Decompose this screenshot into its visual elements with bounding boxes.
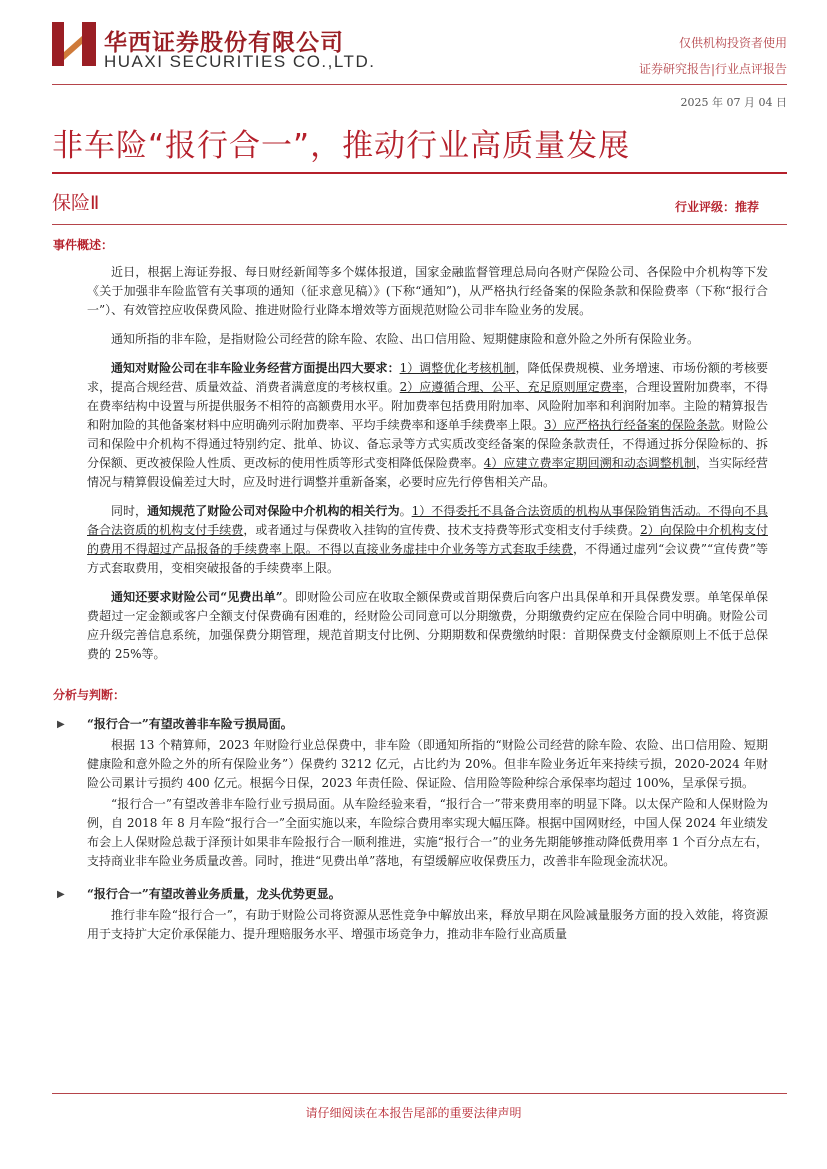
bullet-1-title: “报行合一”有望改善非车险亏损局面。 [87,717,293,731]
requirement-1-text: ，降低保费规模、业务增速、市场份额的考核要求，提高合规经营、质量效益、消费者满意度的考核权重。 [87,361,768,394]
industry-rating: 行业评级：推荐 [674,200,759,214]
intermediary-pre: 同时， [111,504,148,518]
intermediary-lead: 通知规范了财险公司对保险中介机构的相关行为 [147,504,400,518]
requirement-1: 1）调整优化考核机制 [399,361,516,375]
event-paragraph-5 [87,588,768,664]
intermediary-sep: 。 [399,504,412,518]
event-heading: 事件概述： [53,238,114,252]
analysis-paragraph-3: 推行非车险“报行合一”，有助于财险公司将资源从恶性竞争中解放出来，释放早期在风险减量服务方面的投入效能，将资源用于支持扩大定价承保能力、提升理赔服务水平、增强市场竞争力，推动非车险行业高质量 [87,908,768,941]
event-paragraph-3 [87,359,768,492]
sector-divider [52,224,787,225]
requirement-4-text: ，当实际经营情况与精算假设偏差过大时，应及时进行调整并重新备案，必要时应先行停售相关产品。 [87,456,768,489]
event-paragraph-1: 近日，根据上海证券报、每日财经新闻等多个媒体报道，国家金融监督管理总局向各财产保险公司、各保险中介机构等下发《关于加强非车险监管有关事项的通知（征求意见稿）》(下称“通知”)，从严格执行经备案的保险条款和保险费率（下称“报行合一”）、有效管控应收保费风险、推进财险行业降本增效等方面规范财险公司非车险业务的发展。 [87,265,768,317]
report-type: 证券研究报告|行业点评报告 [638,62,787,76]
bullet-triangle-icon: ▶ [57,889,65,900]
header-divider [52,84,787,85]
requirement-4: 4）应建立费率定期回溯和动态调整机制 [483,456,696,470]
company-name-cn: 华西证券股份有限公司 [104,30,344,56]
analysis-bullet-2 [57,885,768,904]
analysis-heading: 分析与判断： [53,688,126,702]
intermediary-rule-2-text: ，不得通过虚列“会议费”“宣传费”等方式套取费用，变相突破报备的手续费率上限。 [87,542,768,575]
event-paragraph-4 [87,502,768,578]
premium-before-policy-text: 。即财险公司应在收取全额保费或首期保费后向客户出具保单和开具保费发票。单笔保单保费超过一定金额或客户全额支付保费确有困难的，经财险公司同意可以分期缴费，分期缴费约定应在保险合同中明确。财险公司应升级完善信息系统，加强保费分期管理，规范首期支付比例、分期期数和保费缴纳时限：首期保费支付金额原则上不低于总保费的 25%等。 [87,590,768,661]
analysis-paragraph-2: “报行合一”有望改善非车险行业亏损局面。从车险经验来看，“报行合一”带来费用率的明显下降。以太保产险和人保财险为例，自 2018 年 8 月车险“报行合一”全面实施以来，车险综合费用率实现大幅压降。根据中国网财经，中国人保 2024 年业绩发布会上人保财险总裁于泽预计如果非车险报行合一顺利推进，实施“报行合一”的业务先期能够推动降低费用率 1 个百分点左右，支持商业非车险业务质量改善。同时，推进“见费出单”落地，有望缓解应收保费压力，改善非车险现金流状况。 [87,797,768,868]
requirement-2-text: ，合理设置附加费率，不得在费率结构中设置与所提供服务不相符的高额费用水平。附加费率包括费用附加率、风险附加率和利润附加率。主险的精算报告和附加险的其他备案材料中应明确列示附加费率、平均手续费率和逐单手续费率上限。 [87,380,768,432]
analysis-bullet-1 [57,715,768,734]
bullet-2-title: “报行合一”有望改善业务质量，龙头优势更显。 [87,887,341,901]
requirement-3-text: 。财险公司和保险中介机构不得通过特别约定、批单、协议、备忘录等方式实质改变经备案的保险条款责任，不得通过拆分保险标的、拆分保额、更改被保险人性质、更改标的使用性质等形式变相降低保险费率。 [87,418,768,470]
title-divider [52,172,787,174]
requirement-2: 2）应遵循合理、公平、充足原则厘定费率 [399,380,624,394]
intermediary-rule-1-text: ，或者通过与保费收入挂钩的宣传费、技术支持费等形式变相支付手续费。 [243,523,641,537]
four-requirements-lead: 通知对财险公司在非车险业务经营方面提出四大要求： [111,361,400,375]
bullet-triangle-icon: ▶ [57,719,65,730]
footer-divider [52,1093,787,1094]
premium-before-policy-lead: 通知还要求财险公司“见费出单” [111,590,283,604]
legal-notice: 请仔细阅读在本报告尾部的重要法律声明 [305,1106,522,1120]
analysis-paragraph-1: 根据 13 个精算师，2023 年财险行业总保费中，非车险（即通知所指的“财险公司经营的除车险、农险、出口信用险、短期健康险和意外险之外的所有保险业务”）保费约 3212 亿元，占比约为 20%。但非车险业务近年来持续亏损，2020-2024 年财险公司累计亏损约 400 亿元。根据今日保，2023 年责任险、保证险、信用险等险种综合承保率均超过 100%，呈承保亏损。 [87,738,768,790]
report-date: 2025 年 07 月 04 日 [680,96,787,109]
report-body [53,236,768,944]
event-paragraph-2: 通知所指的非车险，是指财险公司经营的除车险、农险、出口信用险、短期健康险和意外险之外所有保险业务。 [111,332,700,346]
audience-note: 仅供机构投资者使用 [678,36,787,50]
company-name-en: HUAXI SECURITIES CO.,LTD. [104,52,376,71]
huaxi-logo-icon [52,22,96,66]
intermediary-rule-2: 2）向保险中介机构支付的费用不得超过产品报备的手续费率上限。不得以直接业务虚挂中介业务等方式套取手续费 [87,523,768,556]
requirement-3: 3）应严格执行经备案的保险条款 [543,418,720,432]
sector-name: 保险Ⅱ [52,192,100,214]
intermediary-rule-1: 1）不得委托不具备合法资质的机构从事保险销售活动。不得向不具备合法资质的机构支付手续费 [87,504,768,537]
report-title: 非车险“报行合一”，推动行业高质量发展 [52,128,631,164]
